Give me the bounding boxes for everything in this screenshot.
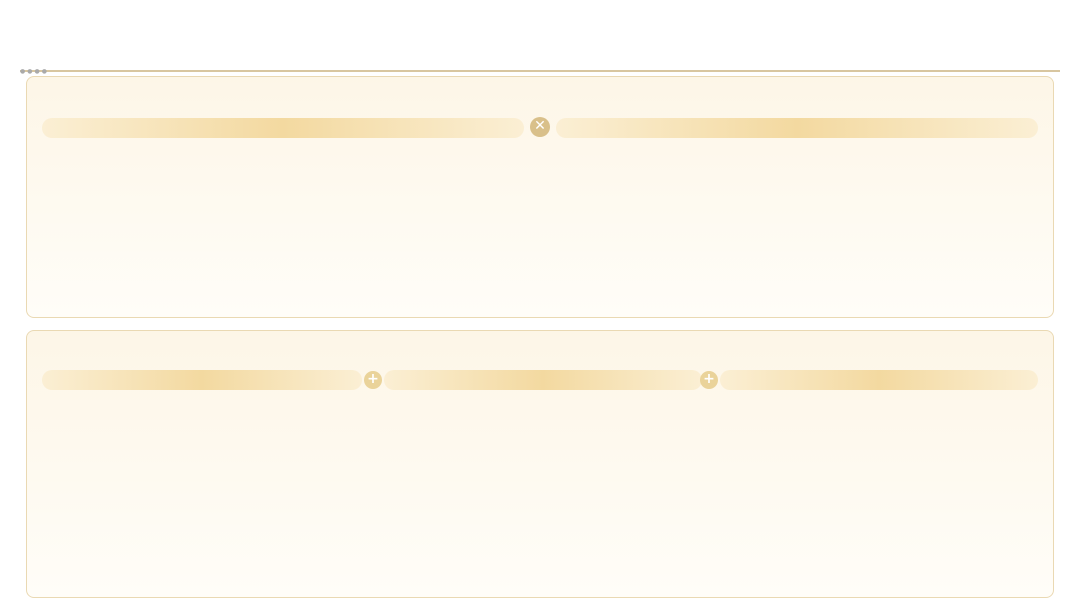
- top-panel: [26, 76, 1054, 318]
- section-safety-standard: [42, 370, 362, 390]
- section-precision-quality: [556, 118, 1038, 138]
- cross-icon: ✕: [530, 117, 550, 137]
- section-compliance-standard: [720, 370, 1038, 390]
- plus-icon: +: [700, 371, 718, 389]
- plus-icon: +: [364, 371, 382, 389]
- title-divider: ●●●●: [20, 70, 1060, 72]
- section-performance-standard: [384, 370, 702, 390]
- section-functional-safety: [42, 118, 524, 138]
